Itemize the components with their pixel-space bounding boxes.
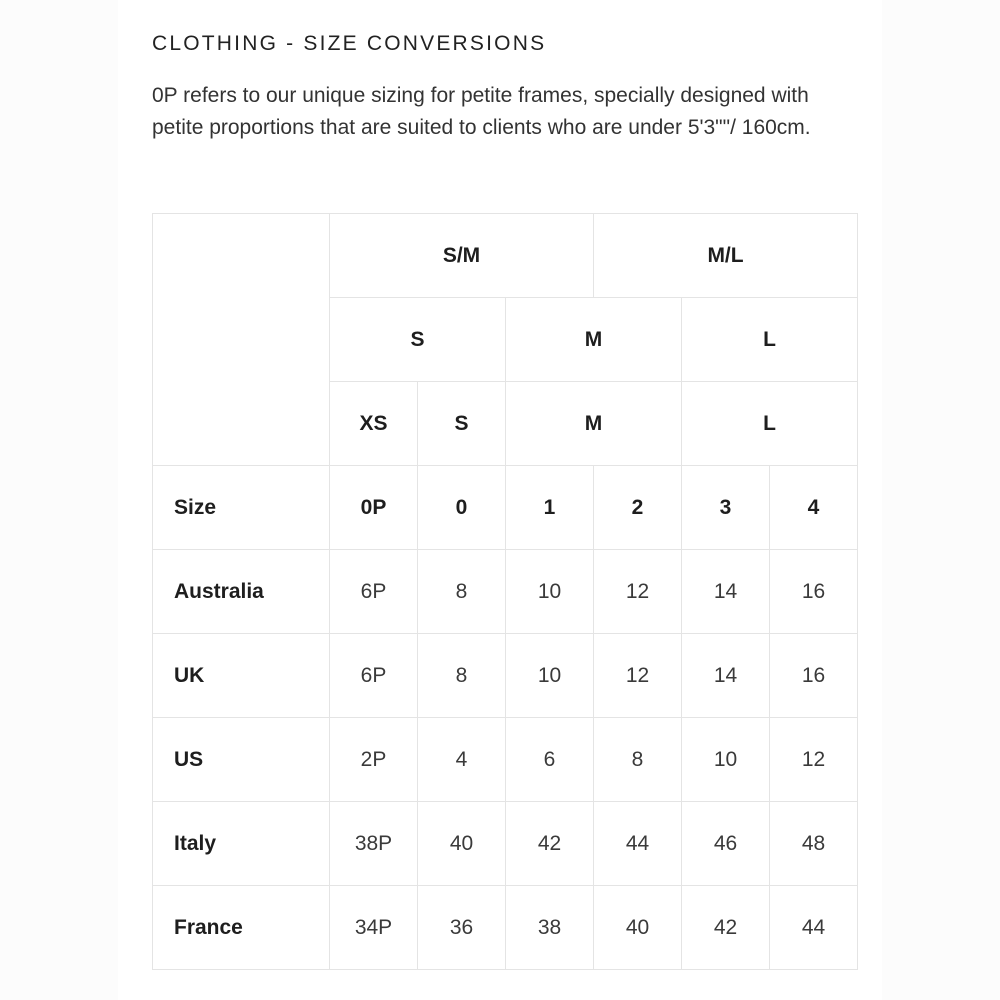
table-row [153, 802, 858, 886]
table-cell: 10 [506, 634, 594, 718]
header-sub-size-cell: XS [330, 382, 418, 466]
intro-text: 0P refers to our unique sizing for petite frames, specially designed with petite proportions that are suited to clients who are under 5'3""/ 160cm. [152, 84, 811, 139]
row-label: Australia [153, 550, 330, 634]
row-label: Size [153, 466, 330, 550]
table-cell: 4 [418, 718, 506, 802]
corner-cell [153, 214, 330, 466]
row-label: France [153, 886, 330, 970]
header-size-cell: L [682, 298, 858, 382]
header-sub-size-cell: L [682, 382, 858, 466]
table-cell: 46 [682, 802, 770, 886]
table-row [153, 886, 858, 970]
table-cell: 12 [594, 550, 682, 634]
table-row [153, 634, 858, 718]
header-sub-size-cell: M [506, 382, 682, 466]
table-cell: 2P [330, 718, 418, 802]
page-title: CLOTHING - SIZE CONVERSIONS [152, 32, 547, 56]
table-cell: 0P [330, 466, 418, 550]
table-cell: 6P [330, 634, 418, 718]
header-size-cell: M [506, 298, 682, 382]
table-cell: 38P [330, 802, 418, 886]
table-cell: 6 [506, 718, 594, 802]
table-cell: 38 [506, 886, 594, 970]
table-row [153, 718, 858, 802]
table-cell: 2 [594, 466, 682, 550]
header-size-cell: S [330, 298, 506, 382]
table-cell: 8 [418, 550, 506, 634]
table-row [153, 466, 858, 550]
header-group-cell: S/M [330, 214, 594, 298]
table-cell: 4 [770, 466, 858, 550]
table-cell: 16 [770, 550, 858, 634]
table-cell: 16 [770, 634, 858, 718]
table-cell: 10 [506, 550, 594, 634]
table-cell: 14 [682, 550, 770, 634]
table-cell: 8 [418, 634, 506, 718]
table-cell: 42 [682, 886, 770, 970]
table-cell: 34P [330, 886, 418, 970]
table-cell: 44 [594, 802, 682, 886]
header-row-groups [153, 214, 858, 298]
size-conversion-table [152, 213, 858, 970]
header-group-cell: M/L [594, 214, 858, 298]
table-cell: 3 [682, 466, 770, 550]
table-cell: 36 [418, 886, 506, 970]
row-label: US [153, 718, 330, 802]
row-label: Italy [153, 802, 330, 886]
table-cell: 6P [330, 550, 418, 634]
table-cell: 0 [418, 466, 506, 550]
table-cell: 40 [418, 802, 506, 886]
table-cell: 48 [770, 802, 858, 886]
table-row [153, 550, 858, 634]
table-cell: 1 [506, 466, 594, 550]
table-cell: 44 [770, 886, 858, 970]
table-cell: 8 [594, 718, 682, 802]
table-cell: 40 [594, 886, 682, 970]
row-label: UK [153, 634, 330, 718]
table-cell: 42 [506, 802, 594, 886]
header-sub-size-cell: S [418, 382, 506, 466]
table-cell: 10 [682, 718, 770, 802]
table-cell: 14 [682, 634, 770, 718]
table-cell: 12 [594, 634, 682, 718]
page-margin-left [0, 0, 118, 1000]
table-cell: 12 [770, 718, 858, 802]
page-margin-right [882, 0, 1000, 1000]
